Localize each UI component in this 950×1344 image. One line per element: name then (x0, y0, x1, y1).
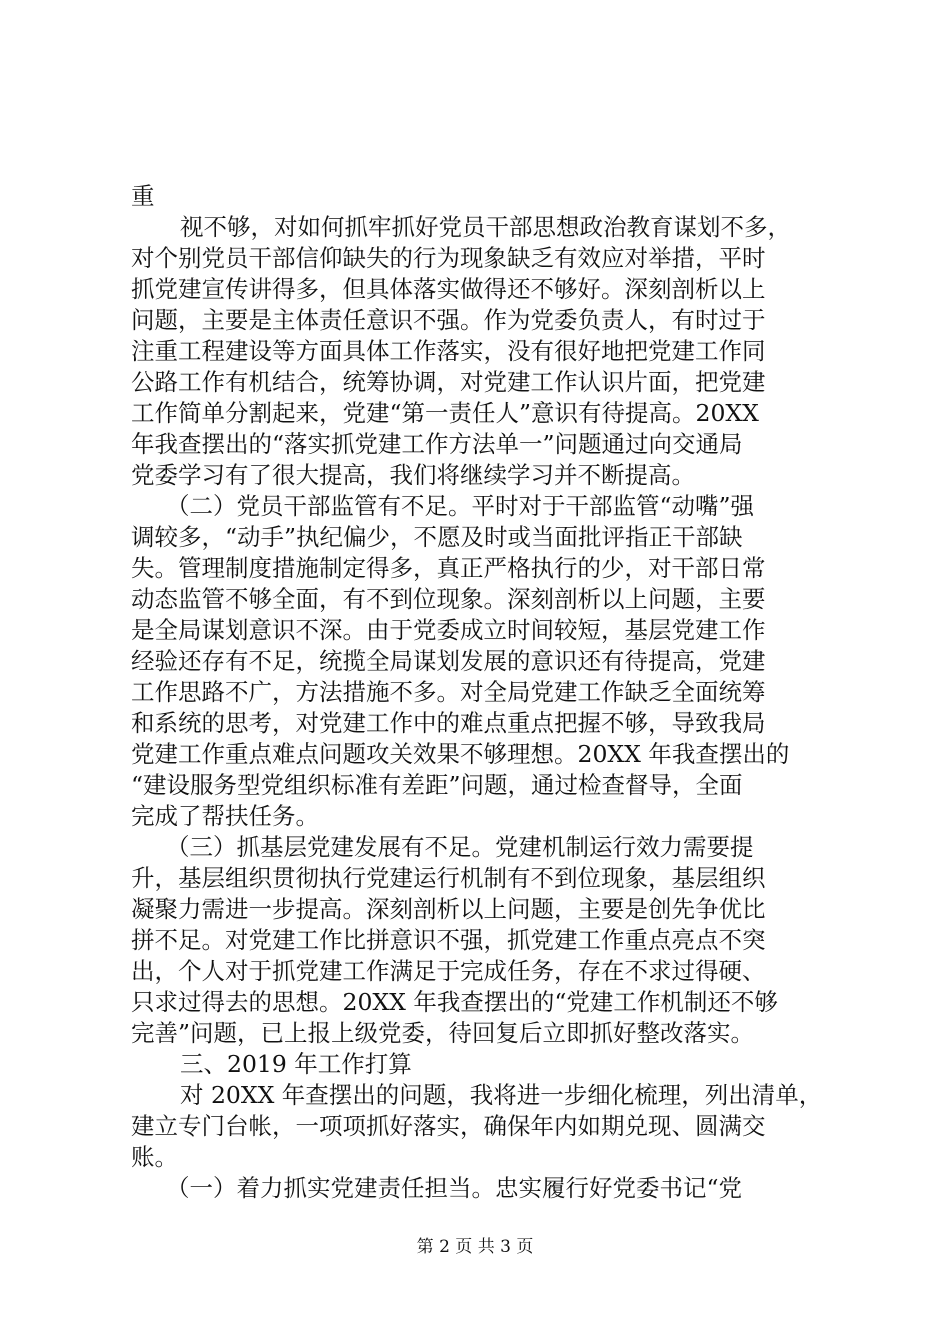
text-line: （一）着力抓实党建责任担当。忠实履行好党委书记“党 (166, 1174, 743, 1202)
section-heading: 三、2019 年工作打算 (180, 1050, 412, 1078)
text-line: （三）抓基层党建发展有不足。党建机制运行效力需要提 (166, 833, 754, 861)
text-line: 拼不足。对党建工作比拼意识不强，抓党建工作重点亮点不突 (131, 926, 766, 954)
text-line: 党建工作重点难点问题攻关效果不够理想。20XX 年我查摆出的 (131, 740, 790, 768)
text-line: “建设服务型党组织标准有差距”问题，通过检查督导，全面 (131, 771, 743, 799)
text-line: 凝聚力需进一步提高。深刻剖析以上问题，主要是创先争优比 (131, 895, 766, 923)
text-line: 出，个人对于抓党建工作满足于完成任务，存在不求过得硬、 (131, 957, 766, 985)
text-line: 账。 (131, 1143, 178, 1171)
text-line: 视不够，对如何抓牢抓好党员干部思想政治教育谋划不多， (180, 213, 791, 241)
text-line: 党委学习有了很大提高，我们将继续学习并不断提高。 (131, 461, 695, 489)
text-line: 失。管理制度措施制定得多，真正严格执行的少，对干部日常 (131, 554, 766, 582)
text-line: 完成了帮扶任务。 (131, 802, 319, 830)
text-line: 经验还存有不足，统揽全局谋划发展的意识还有待提高，党建 (131, 647, 766, 675)
text-line: 年我查摆出的“落实抓党建工作方法单一”问题通过向交通局 (131, 430, 743, 458)
text-line: 调较多，“动手”执纪偏少，不愿及时或当面批评指正干部缺 (131, 523, 743, 551)
text-line: 完善”问题，已上报上级党委，待回复后立即抓好整改落实。 (131, 1019, 755, 1047)
text-line: 和系统的思考，对党建工作中的难点重点把握不够，导致我局 (131, 709, 766, 737)
text-line: 注重工程建设等方面具体工作落实，没有很好地把党建工作同 (131, 337, 766, 365)
text-line: 是全局谋划意识不深。由于党委成立时间较短，基层党建工作 (131, 616, 766, 644)
text-line: 重 (131, 182, 155, 210)
text-line: 对 20XX 年查摆出的问题，我将进一步细化梳理，列出清单， (180, 1081, 823, 1109)
text-line: 抓党建宣传讲得多，但具体落实做得还不够好。深刻剖析以上 (131, 275, 766, 303)
text-line: 只求过得去的思想。20XX 年我查摆出的“党建工作机制还不够 (131, 988, 778, 1016)
text-line: 问题，主要是主体责任意识不强。作为党委负责人，有时过于 (131, 306, 766, 334)
page-footer: 第 2 页 共 3 页 (416, 1237, 534, 1257)
text-line: 升，基层组织贯彻执行党建运行机制有不到位现象，基层组织 (131, 864, 766, 892)
text-line: 对个别党员干部信仰缺失的行为现象缺乏有效应对举措，平时 (131, 244, 766, 272)
text-line: 工作思路不广，方法措施不多。对全局党建工作缺乏全面统筹 (131, 678, 766, 706)
text-line: 动态监管不够全面，有不到位现象。深刻剖析以上问题，主要 (131, 585, 766, 613)
text-line: （二）党员干部监管有不足。平时对于干部监管“动嘴”强 (166, 492, 755, 520)
text-line: 工作简单分割起来，党建“第一责任人”意识有待提高。20XX (131, 399, 759, 427)
text-line: 建立专门台帐，一项项抓好落实，确保年内如期兑现、圆满交 (131, 1112, 766, 1140)
text-line: 公路工作有机结合，统筹协调，对党建工作认识片面，把党建 (131, 368, 766, 396)
